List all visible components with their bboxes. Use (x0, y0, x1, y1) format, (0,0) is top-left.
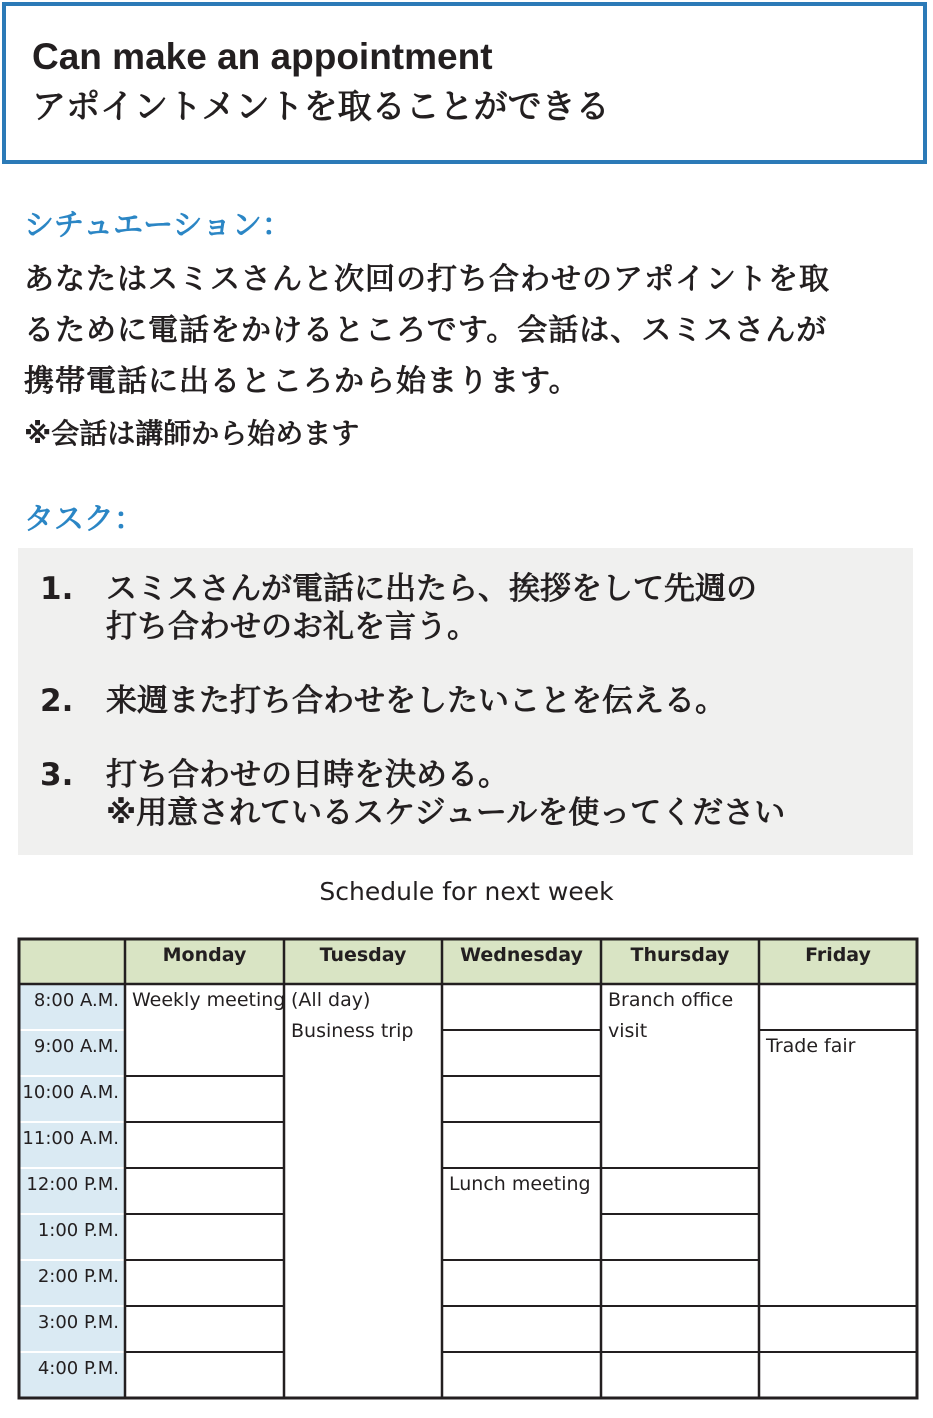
time-label: 10:00 A.M. (22, 1082, 119, 1103)
task-line: 打ち合わせの日時を決める。 (106, 757, 509, 793)
task-number: 3. (40, 757, 74, 793)
task-line: ※用意されているスケジュールを使ってください (106, 795, 786, 831)
time-label: 3:00 P.M. (37, 1312, 119, 1333)
time-label: 9:00 A.M. (33, 1036, 119, 1057)
task-label: タスク： (24, 502, 144, 537)
event-text: visit (608, 1020, 648, 1042)
time-label: 4:00 P.M. (37, 1358, 119, 1379)
day-header: Wednesday (460, 944, 583, 966)
situation-line: 携帯電話に出るところから始まります。 (24, 364, 580, 399)
day-header: Friday (805, 944, 871, 966)
event-text: Lunch meeting (449, 1173, 591, 1195)
time-label: 12:00 P.M. (26, 1174, 119, 1195)
time-label: 8:00 A.M. (33, 990, 119, 1011)
task-line: スミスさんが電話に出たら、挨拶をして先週の (106, 571, 757, 607)
day-header: Thursday (630, 944, 730, 966)
event-text: Business trip (291, 1020, 414, 1042)
situation-note: ※会話は講師から始めます (24, 417, 360, 450)
title-japanese: アポイントメントを取ることができる (32, 87, 610, 127)
situation-label: シチュエーション： (24, 208, 292, 243)
situation-line: るために電話をかけるところです。会話は、スミスさんが (24, 313, 828, 348)
schedule-title: Schedule for next week (319, 877, 614, 906)
event-text: (All day) (291, 989, 371, 1011)
task-line: 来週また打ち合わせをしたいことを伝える。 (106, 683, 726, 719)
time-label: 2:00 P.M. (37, 1266, 119, 1287)
event-text: Weekly meeting (132, 989, 286, 1011)
day-header: Monday (162, 944, 247, 966)
task-number: 1. (40, 571, 74, 607)
title-english: Can make an appointment (32, 36, 493, 77)
time-label: 11:00 A.M. (22, 1128, 119, 1149)
time-label: 1:00 P.M. (37, 1220, 119, 1241)
event-text: Branch office (608, 989, 734, 1011)
situation-line: あなたはスミスさんと次回の打ち合わせのアポイントを取 (24, 262, 830, 297)
day-header: Tuesday (319, 944, 407, 966)
event-text: Trade fair (766, 1035, 856, 1057)
task-number: 2. (40, 683, 74, 719)
task-line: 打ち合わせのお礼を言う。 (106, 609, 478, 645)
